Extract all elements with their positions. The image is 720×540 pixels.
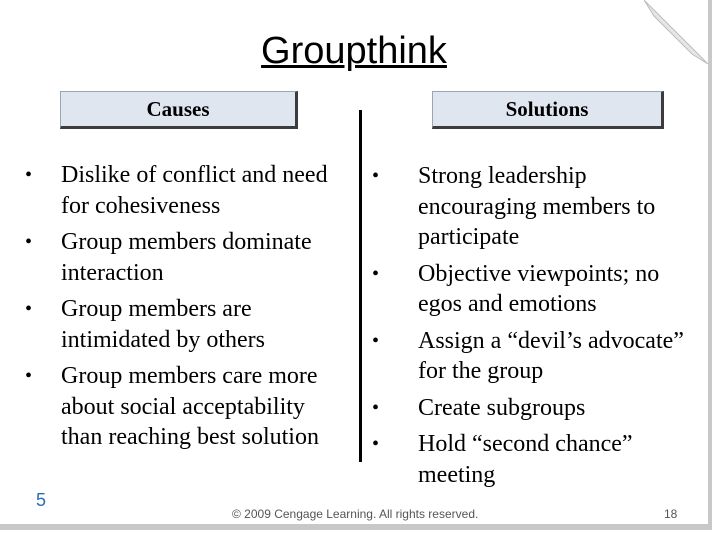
solutions-list bbox=[372, 161, 708, 496]
bullet-icon: • bbox=[25, 231, 33, 253]
list-item bbox=[25, 361, 331, 453]
list-item bbox=[372, 259, 708, 320]
list-item bbox=[372, 393, 708, 424]
solution-text: Strong leadership encouraging members to participate bbox=[418, 163, 656, 250]
solution-text: Assign a “devil’s advocate” for the group bbox=[418, 327, 684, 384]
list-item bbox=[25, 227, 331, 288]
list-item bbox=[372, 326, 708, 387]
bullet-icon: • bbox=[25, 365, 33, 387]
causes-list bbox=[25, 160, 331, 459]
list-item bbox=[25, 294, 331, 355]
bullet-icon: • bbox=[372, 329, 380, 352]
list-item bbox=[372, 161, 708, 253]
slide-number: 5 bbox=[36, 490, 47, 510]
cause-text: Dislike of conflict and need for cohesiveness bbox=[61, 162, 328, 219]
bullet-icon: • bbox=[372, 396, 380, 419]
cause-text: Group members care more about social acceptability than reaching best solution bbox=[61, 363, 319, 450]
list-item bbox=[372, 429, 708, 490]
slide-title: Groupthink bbox=[261, 30, 447, 72]
bullet-icon: • bbox=[372, 165, 380, 187]
page-number: 18 bbox=[664, 507, 678, 521]
bullet-icon: • bbox=[25, 164, 33, 186]
solutions-header: Solutions bbox=[432, 91, 664, 129]
cause-text: Group members dominate interaction bbox=[61, 229, 312, 286]
solution-text: Hold “second chance” meeting bbox=[418, 431, 633, 488]
cause-text: Group members are intimidated by others bbox=[61, 296, 265, 353]
copyright-notice: © 2009 Cengage Learning. All rights reserved. bbox=[232, 507, 479, 521]
solution-text: Objective viewpoints; no egos and emotions bbox=[418, 260, 660, 317]
bullet-icon: • bbox=[372, 433, 380, 455]
bullet-icon: • bbox=[25, 298, 33, 320]
column-divider bbox=[359, 110, 362, 462]
causes-header: Causes bbox=[60, 91, 298, 129]
bullet-icon: • bbox=[372, 262, 380, 285]
list-item bbox=[25, 160, 331, 221]
solution-text: Create subgroups bbox=[418, 394, 586, 421]
